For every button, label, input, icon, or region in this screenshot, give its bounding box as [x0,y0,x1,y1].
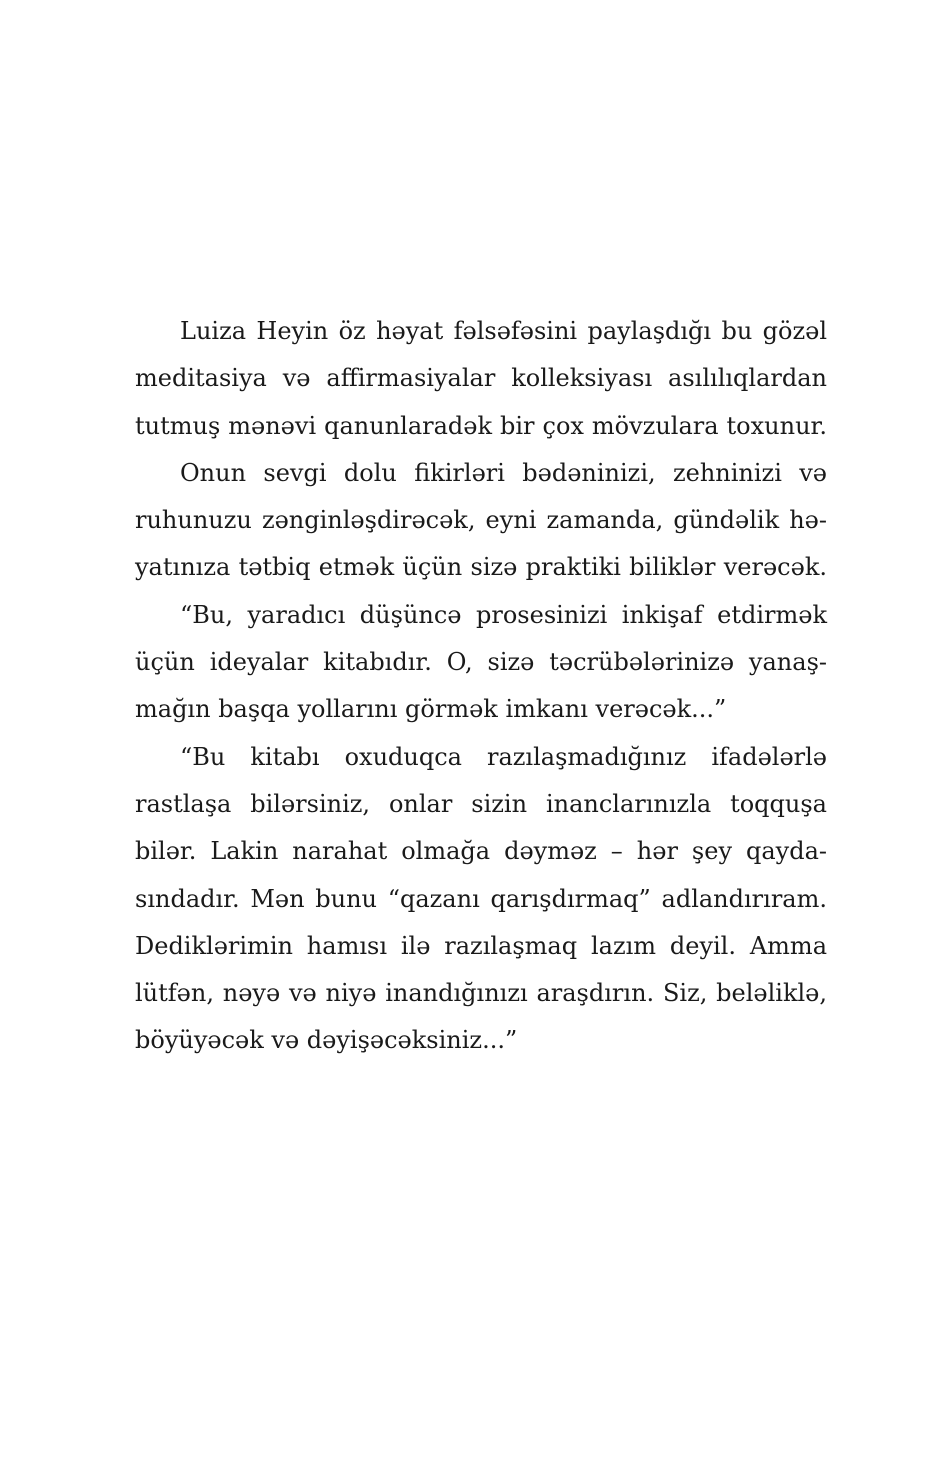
text-line: böyüyəcək və dəyişəcəksiniz...” [135,1026,518,1055]
text-line: lütfən, nəyə və niyə inandığınızı araşdırın. Siz, beləliklə, [135,979,827,1008]
text-line: “Bu, yaradıcı düşüncə prosesinizi inkişaf etdirmək [180,600,827,629]
text-line: Luiza Heyin öz həyat fəlsəfəsini paylaşdığı bu gözəl [180,317,827,345]
text-line: tutmuş mənəvi qanunlaradək bir çox mövzulara toxunur. [135,411,827,440]
paragraph-4 [135,734,827,1065]
paragraph-2 [135,450,827,592]
text-line: üçün ideyalar kitabıdır. O, sizə təcrübələrinizə yanaş- [135,648,827,677]
text-line: yatınıza tətbiq etmək üçün sizə praktiki biliklər verəcək. [135,553,827,582]
text-line: rastlaşa bilərsiniz, onlar sizin inanclarınızla toqquşa [135,789,827,818]
text-line: Dediklərimin hamısı ilə razılaşmaq lazım deyil. Amma [135,931,827,960]
text-line: Onun sevgi dolu fikirləri bədəninizi, zehninizi və [180,458,827,487]
text-line: mağın başqa yollarını görmək imkanı verəcək...” [135,695,727,724]
text-line: sındadır. Mən bunu “qazanı qarışdırmaq” adlandırıram. [135,884,827,913]
paragraph-3 [135,592,827,734]
body-text [135,308,827,1065]
text-line: “Bu kitabı oxuduqca razılaşmadığınız ifadələrlə [180,742,827,771]
paragraph-1 [135,308,827,450]
text-line: ruhunuzu zənginləşdirəcək, eyni zamanda, gündəlik hə- [135,506,827,535]
text-line: bilər. Lakin narahat olmağa dəyməz – hər şey qayda- [135,837,827,866]
text-line: meditasiya və affirmasiyalar kolleksiyası asılılıqlardan [135,364,827,393]
